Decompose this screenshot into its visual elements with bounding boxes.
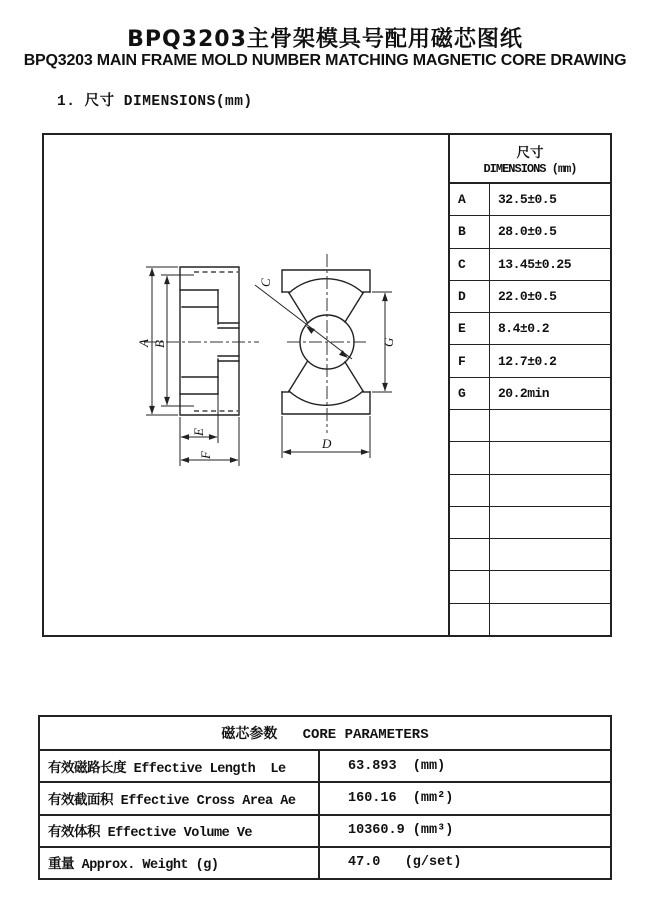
- dim-value: 8.4±0.2: [498, 321, 550, 337]
- dim-label-g: G: [381, 337, 396, 347]
- core-parameters-table: [38, 715, 612, 880]
- parameter-label: 有效磁路长度 Effective Length Le: [40, 751, 320, 781]
- dim-value: [490, 604, 610, 635]
- page-subtitle: BPQ3203 MAIN FRAME MOLD NUMBER MATCHING MAGNETIC CORE DRAWING: [23, 52, 627, 69]
- parameter-value: 47.0 (g/set): [348, 855, 462, 871]
- dim-key: G: [450, 378, 490, 409]
- dimension-d: [282, 416, 370, 458]
- dim-key: C: [450, 249, 490, 280]
- table-row: [450, 539, 610, 571]
- dim-value: [490, 410, 610, 441]
- table-row: [450, 475, 610, 507]
- dim-key: [450, 475, 490, 506]
- dim-key: F: [450, 345, 490, 376]
- dimensions-table: [448, 135, 610, 635]
- table-row: [450, 281, 610, 313]
- parameter-value: 10360.9 (mm³): [348, 823, 454, 839]
- table-row: [450, 604, 610, 635]
- dimensions-table-header: [450, 135, 610, 184]
- dim-value: [490, 571, 610, 602]
- table-row: [40, 848, 610, 878]
- core-front-view: [255, 254, 396, 458]
- table-row: [40, 751, 610, 783]
- dim-value: [490, 475, 610, 506]
- dimensions-header-zh: 尺寸: [516, 145, 544, 161]
- table-row: [450, 345, 610, 377]
- parameter-value: 160.16 (mm²): [348, 790, 454, 806]
- dim-label-d: D: [322, 436, 332, 451]
- dim-value: 13.45±0.25: [498, 256, 572, 272]
- table-row: [450, 442, 610, 474]
- table-row: [450, 378, 610, 410]
- dimension-g: [372, 292, 396, 392]
- dim-label-c: C: [258, 278, 273, 287]
- dim-value: 28.0±0.5: [498, 224, 557, 240]
- dim-value: 12.7±0.2: [498, 353, 557, 369]
- table-row: [450, 313, 610, 345]
- dim-value: 20.2min: [498, 385, 550, 401]
- dim-label-e: E: [191, 428, 206, 436]
- table-row: [450, 410, 610, 442]
- dimension-b: [152, 275, 194, 406]
- dim-key: B: [450, 216, 490, 247]
- dim-key: [450, 539, 490, 570]
- page-title: BPQ3203主骨架模具号配用磁芯图纸: [127, 27, 523, 52]
- dim-key: E: [450, 313, 490, 344]
- dim-key: [450, 410, 490, 441]
- dim-value: 32.5±0.5: [498, 192, 557, 208]
- core-drawing: [44, 135, 448, 635]
- dim-key: [450, 571, 490, 602]
- table-row: [40, 783, 610, 815]
- table-row: [450, 507, 610, 539]
- drawing-box: [42, 133, 612, 637]
- core-side-view: [136, 267, 259, 466]
- dim-value: [490, 507, 610, 538]
- table-row: [450, 249, 610, 281]
- dim-label-f: F: [198, 451, 213, 459]
- table-row: [450, 184, 610, 216]
- parameter-label: 有效截面积 Effective Cross Area Ae: [40, 783, 320, 813]
- dim-key: [450, 604, 490, 635]
- section-1-label: 1. 尺寸 DIMENSIONS(mm): [57, 94, 253, 110]
- dim-key: [450, 442, 490, 473]
- dimension-c: [255, 278, 352, 360]
- dim-value: [490, 539, 610, 570]
- dim-key: D: [450, 281, 490, 312]
- core-parameters-header: 磁芯参数 CORE PARAMETERS: [40, 717, 610, 751]
- dim-key: [450, 507, 490, 538]
- dim-key: A: [450, 184, 490, 215]
- parameter-label: 重量 Approx. Weight (g): [40, 848, 320, 878]
- dim-label-b: B: [152, 340, 167, 348]
- parameter-value: 63.893 (mm): [348, 758, 446, 774]
- dim-value: [490, 442, 610, 473]
- parameter-label: 有效体积 Effective Volume Ve: [40, 816, 320, 846]
- dim-value: 22.0±0.5: [498, 288, 557, 304]
- table-row: [450, 571, 610, 603]
- table-row: [450, 216, 610, 248]
- dim-label-a: A: [136, 339, 151, 347]
- table-row: [40, 816, 610, 848]
- dimensions-header-en: DIMENSIONS (mm): [483, 162, 577, 176]
- dimension-f: [181, 417, 239, 466]
